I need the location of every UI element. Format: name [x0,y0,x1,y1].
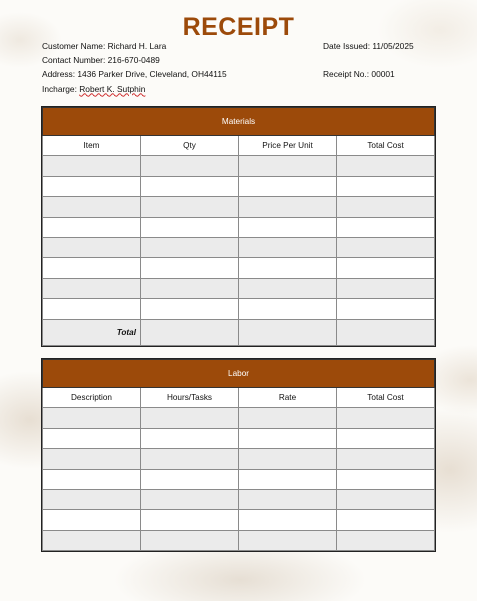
table-cell[interactable] [239,278,337,298]
table-cell[interactable] [43,530,141,550]
table-row [43,489,435,509]
table-cell[interactable] [337,197,435,217]
labor-col-total: Total Cost [337,388,435,408]
table-cell[interactable] [43,489,141,509]
receipt-info [323,39,414,82]
table-cell[interactable] [337,237,435,257]
labor-col-rate: Rate [239,388,337,408]
table-row [43,156,435,176]
table-cell[interactable] [43,510,141,530]
table-cell[interactable] [43,217,141,237]
customer-info [42,39,227,96]
table-cell[interactable] [337,278,435,298]
table-cell[interactable] [337,530,435,550]
table-row [43,530,435,550]
table-cell[interactable] [239,217,337,237]
table-cell[interactable] [141,237,239,257]
table-cell[interactable] [43,197,141,217]
table-cell[interactable] [239,176,337,196]
total-row [43,319,435,345]
address: Address: 1436 Parker Drive, Cleveland, OH44115 [42,69,227,80]
table-cell[interactable] [239,299,337,319]
table-row [43,217,435,237]
contact-number: Contact Number: 216-670-0489 [42,55,160,66]
table-cell[interactable] [239,530,337,550]
table-cell[interactable] [141,449,239,469]
table-cell[interactable] [239,469,337,489]
table-cell[interactable] [43,408,141,428]
total-label: Total [43,319,141,345]
table-cell[interactable] [337,217,435,237]
table-row [43,237,435,257]
materials-header: Materials [43,108,435,136]
table-cell[interactable] [337,489,435,509]
table-cell[interactable] [239,489,337,509]
table-cell[interactable] [141,530,239,550]
table-row [43,176,435,196]
table-cell[interactable] [43,299,141,319]
table-row [43,469,435,489]
table-cell[interactable] [239,258,337,278]
table-cell[interactable] [141,510,239,530]
table-cell[interactable] [337,156,435,176]
labor-header: Labor [43,360,435,388]
table-cell[interactable] [43,176,141,196]
table-cell[interactable] [43,237,141,257]
materials-col-price: Price Per Unit [239,136,337,156]
total-price-cell[interactable] [239,319,337,345]
incharge [42,82,227,96]
incharge-name: Robert K. Sutphin [79,83,146,94]
materials-col-qty: Qty [141,136,239,156]
total-cost-cell[interactable] [337,319,435,345]
incharge-label: Incharge: [42,83,80,94]
table-cell[interactable] [337,299,435,319]
table-cell[interactable] [141,278,239,298]
table-cell[interactable] [141,217,239,237]
table-cell[interactable] [141,258,239,278]
table-cell[interactable] [239,510,337,530]
table-row [43,258,435,278]
table-cell[interactable] [337,449,435,469]
receipt-number: Receipt No.: 00001 [323,69,395,80]
table-cell[interactable] [239,156,337,176]
labor-table [42,359,435,551]
table-row [43,299,435,319]
table-cell[interactable] [43,258,141,278]
table-cell[interactable] [239,197,337,217]
table-cell[interactable] [337,258,435,278]
table-cell[interactable] [239,449,337,469]
table-cell[interactable] [239,428,337,448]
table-cell[interactable] [43,156,141,176]
labor-col-hours: Hours/Tasks [141,388,239,408]
table-cell[interactable] [337,510,435,530]
table-cell[interactable] [141,156,239,176]
table-cell[interactable] [141,197,239,217]
table-cell[interactable] [141,299,239,319]
table-cell[interactable] [337,176,435,196]
table-cell[interactable] [337,408,435,428]
table-cell[interactable] [43,449,141,469]
table-row [43,197,435,217]
labor-col-description: Description [43,388,141,408]
table-row [43,408,435,428]
materials-col-item: Item [43,136,141,156]
table-cell[interactable] [337,469,435,489]
table-row [43,449,435,469]
table-cell[interactable] [239,237,337,257]
table-cell[interactable] [141,408,239,428]
receipt-title: RECEIPT [182,13,295,41]
customer-name: Customer Name: Richard H. Lara [42,41,167,51]
table-cell[interactable] [141,469,239,489]
materials-col-total: Total Cost [337,136,435,156]
date-issued: Date Issued: 11/05/2025 [323,41,414,51]
total-qty-cell[interactable] [141,319,239,345]
table-cell[interactable] [141,489,239,509]
table-row [43,278,435,298]
table-cell[interactable] [337,428,435,448]
table-cell[interactable] [141,176,239,196]
table-cell[interactable] [239,408,337,428]
table-cell[interactable] [43,278,141,298]
materials-table [42,107,435,346]
table-row [43,510,435,530]
table-cell[interactable] [43,469,141,489]
table-row [43,428,435,448]
table-cell[interactable] [141,428,239,448]
table-cell[interactable] [43,428,141,448]
